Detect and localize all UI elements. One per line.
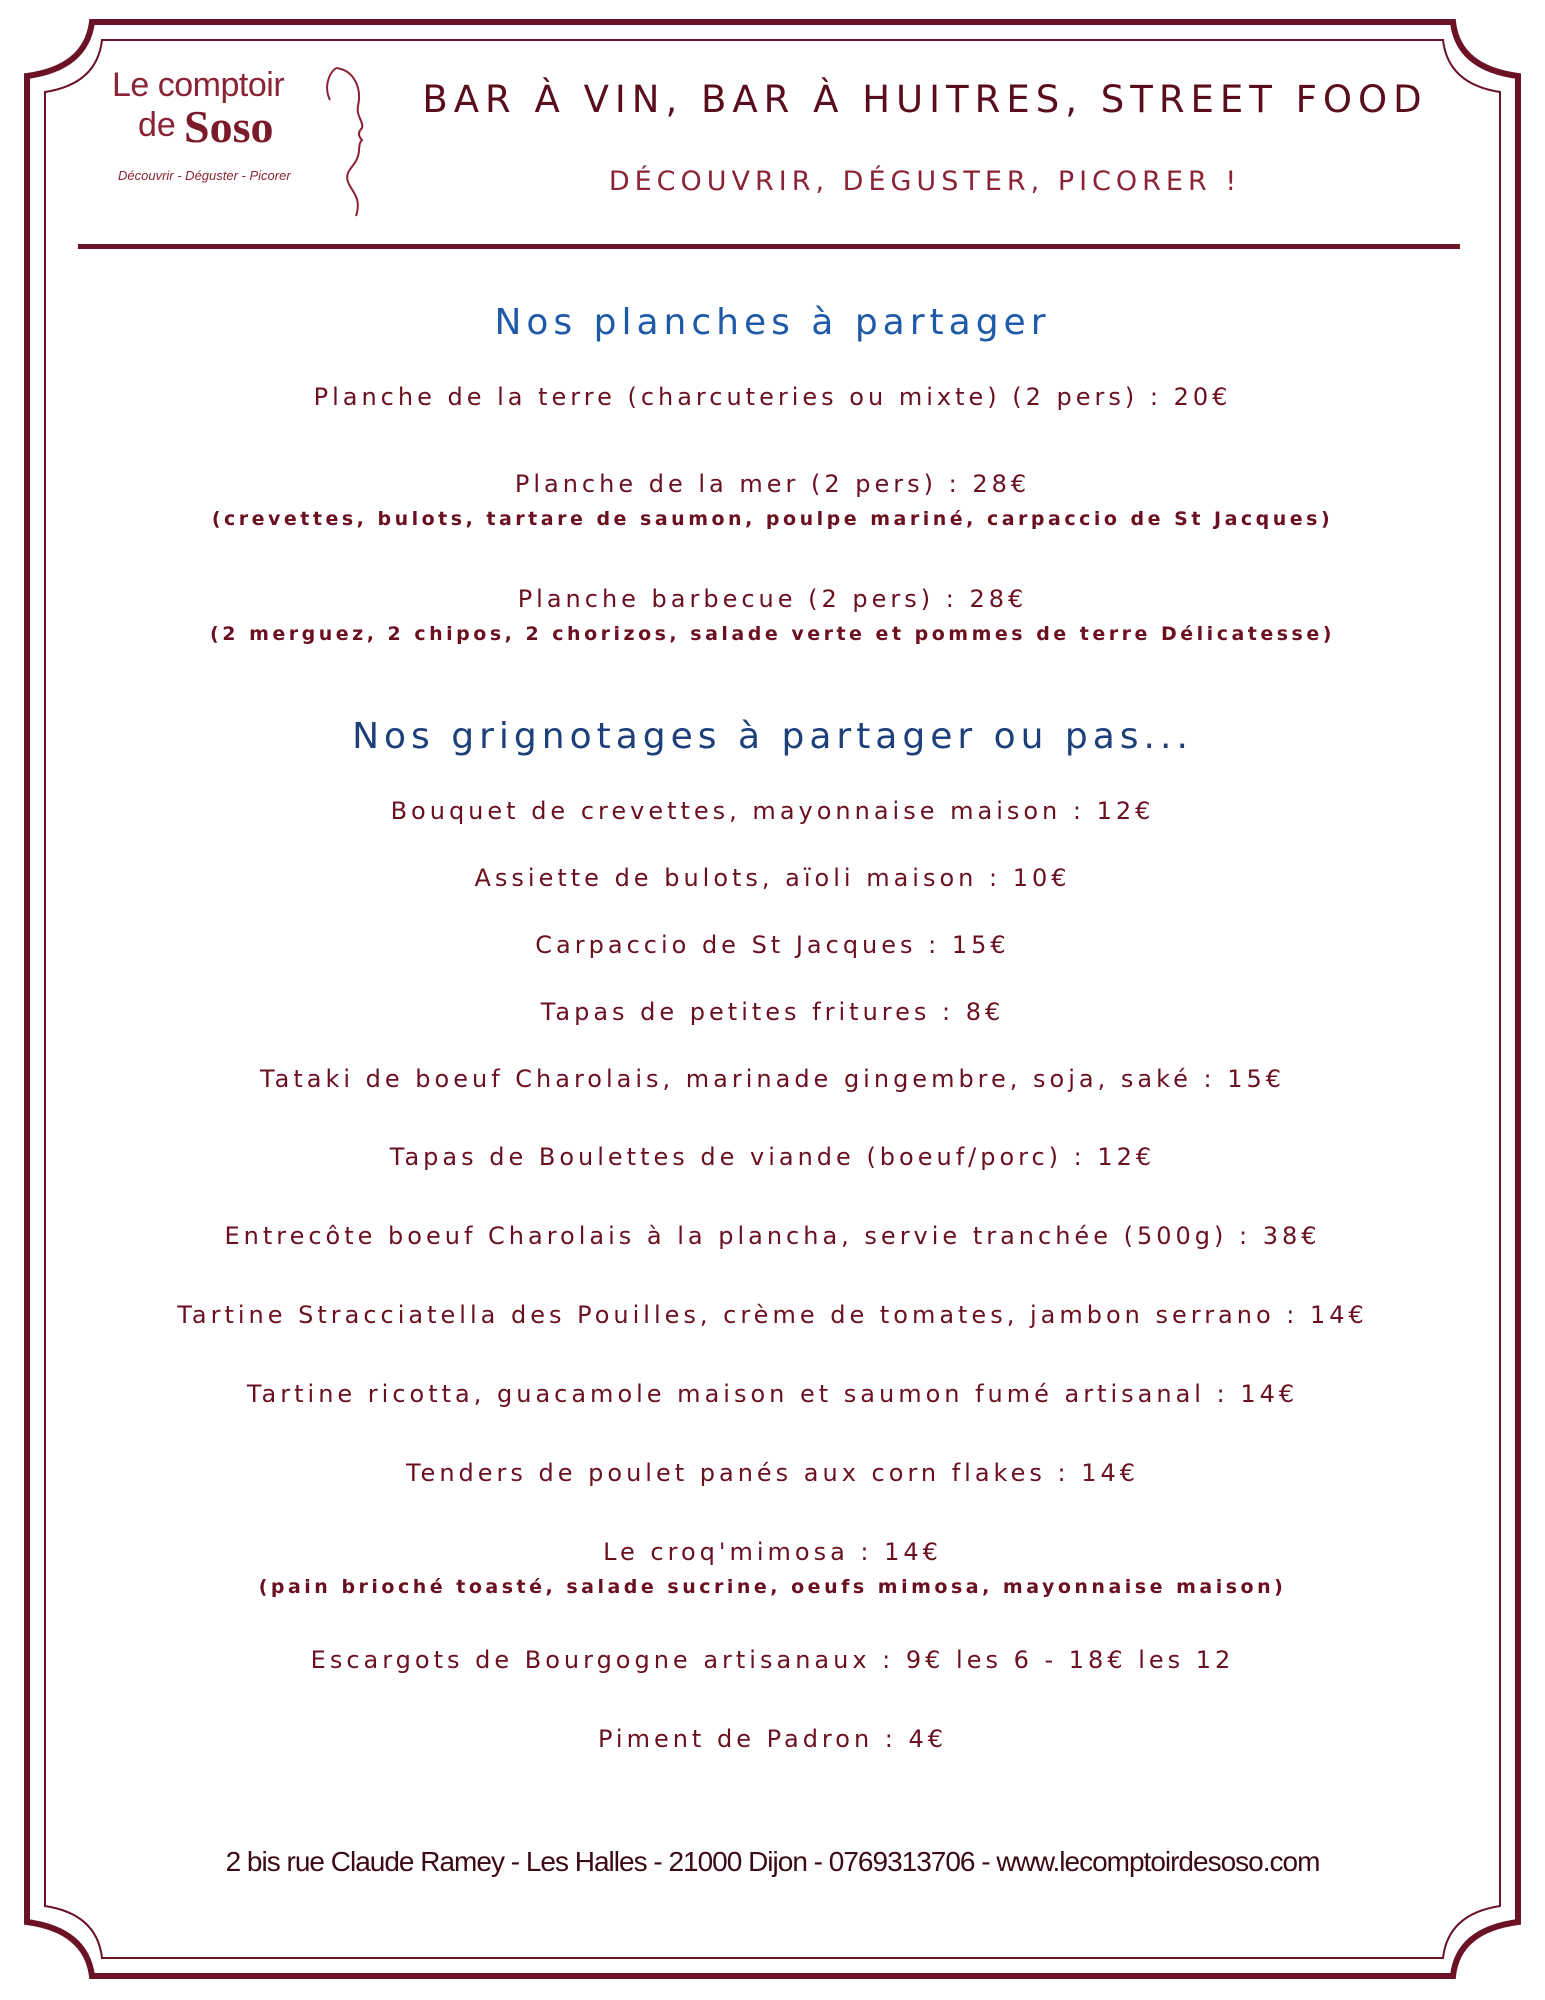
menu-item: Piment de Padron : 4€ bbox=[597, 1725, 948, 1753]
menu-item: Escargots de Bourgogne artisanaux : 9€ les 6 - 18€ les 12 bbox=[310, 1646, 1235, 1674]
menu-item: Tenders de poulet panés aux corn flakes : 14€ bbox=[405, 1459, 1140, 1487]
menu-item: Planche barbecue (2 pers) : 28€ bbox=[517, 585, 1028, 613]
menu-item: Entrecôte boeuf Charolais à la plancha, servie tranchée (500g) : 38€ bbox=[224, 1222, 1321, 1250]
section-title-planches: Nos planches à partager bbox=[494, 302, 1051, 343]
page-subtitle: DÉCOUVRIR, DÉGUSTER, PICORER ! bbox=[608, 166, 1242, 197]
logo-brand: Soso bbox=[184, 101, 274, 152]
menu-item: Bouquet de crevettes, mayonnaise maison : 12€ bbox=[390, 797, 1155, 825]
menu-item: Tapas de petites fritures : 8€ bbox=[540, 998, 1005, 1026]
menu-item-detail: (pain brioché toasté, salade sucrine, oeufs mimosa, mayonnaise maison) bbox=[258, 1576, 1287, 1598]
header-divider bbox=[78, 244, 1460, 249]
logo-tagline: Découvrir - Déguster - Picorer bbox=[118, 168, 291, 183]
page-title: BAR À VIN, BAR À HUITRES, STREET FOOD bbox=[422, 78, 1428, 121]
restaurant-logo bbox=[100, 62, 370, 222]
menu-item-detail: (crevettes, bulots, tartare de saumon, poulpe mariné, carpaccio de St Jacques) bbox=[211, 508, 1334, 530]
menu-item: Planche de la terre (charcuteries ou mixte) (2 pers) : 20€ bbox=[313, 383, 1232, 411]
menu-item: Tapas de Boulettes de viande (boeuf/porc) : 12€ bbox=[389, 1143, 1156, 1171]
menu-item: Le croq'mimosa : 14€ bbox=[603, 1538, 942, 1566]
menu-item: Tataki de boeuf Charolais, marinade gingembre, soja, saké : 15€ bbox=[259, 1065, 1286, 1093]
logo-line-1: Le comptoir bbox=[112, 66, 285, 104]
section-title-grignotages: Nos grignotages à partager ou pas... bbox=[352, 716, 1193, 757]
menu-item: Carpaccio de St Jacques : 15€ bbox=[535, 931, 1010, 959]
menu-item: Tartine Stracciatella des Pouilles, crème de tomates, jambon serrano : 14€ bbox=[177, 1301, 1368, 1329]
logo-line-2-prefix: de bbox=[138, 106, 176, 144]
footer-address: 2 bis rue Claude Ramey - Les Halles - 21000 Dijon - 0769313706 - www.lecomptoirdesoso.com bbox=[225, 1846, 1320, 1877]
menu-item: Tartine ricotta, guacamole maison et saumon fumé artisanal : 14€ bbox=[246, 1380, 1299, 1408]
menu-item: Planche de la mer (2 pers) : 28€ bbox=[514, 470, 1031, 498]
menu-item: Assiette de bulots, aïoli maison : 10€ bbox=[474, 864, 1071, 892]
menu-item-detail: (2 merguez, 2 chipos, 2 chorizos, salade verte et pommes de terre Délicatesse) bbox=[210, 623, 1335, 645]
